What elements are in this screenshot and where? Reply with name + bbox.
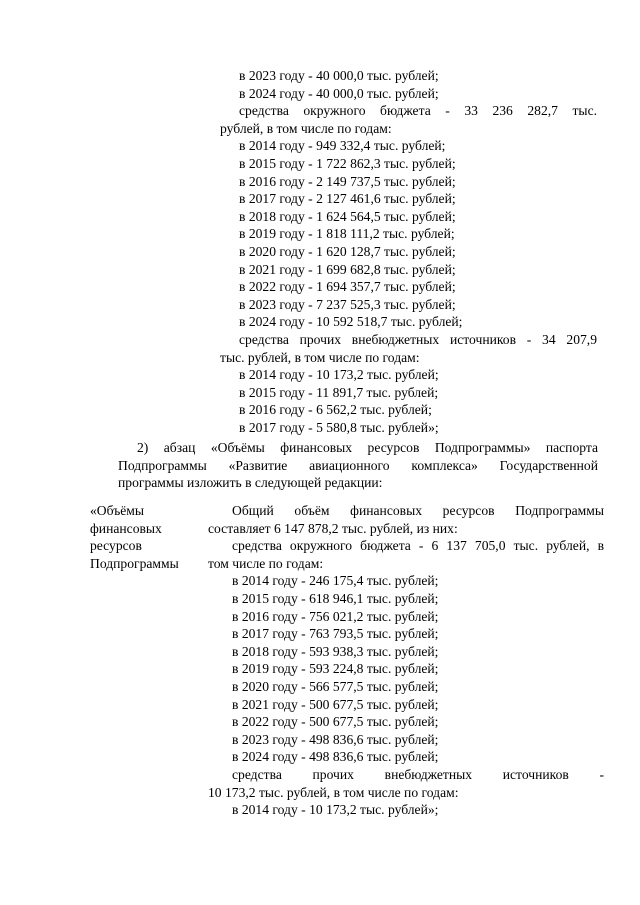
year-line: в 2019 году - 1 818 111,2 тыс. рублей;: [239, 226, 455, 242]
year-line: в 2016 году - 6 562,2 тыс. рублей;: [239, 402, 432, 418]
other-intro: средства прочих внебюджетных источников -: [232, 766, 604, 782]
amendment-paragraph: [118, 439, 598, 492]
other-cont: 10 173,2 тыс. рублей, в том числе по годам:: [208, 784, 459, 800]
funding-continuation-block: [220, 67, 597, 436]
year-line: в 2016 году - 756 021,2 тыс. рублей;: [232, 608, 439, 624]
district-intro: средства окружного бюджета - 6 137 705,0 тыс. рублей, в: [232, 538, 604, 554]
passport-row-label: [90, 502, 208, 572]
district-budget-cont: рублей, в том числе по годам:: [220, 120, 392, 136]
label-line: ресурсов: [90, 538, 142, 554]
year-line: в 2017 году - 5 580,8 тыс. рублей»;: [239, 419, 439, 435]
year-line: в 2023 году - 40 000,0 тыс. рублей;: [239, 68, 439, 83]
total-cont: составляет 6 147 878,2 тыс. рублей, из них:: [208, 520, 458, 536]
year-line: в 2016 году - 2 149 737,5 тыс. рублей;: [239, 173, 456, 189]
year-line: в 2015 году - 618 946,1 тыс. рублей;: [232, 590, 439, 606]
paragraph-line: 2) абзац «Объёмы финансовых ресурсов Подпрограммы» паспорта: [137, 440, 598, 455]
year-line: в 2022 году - 1 694 357,7 тыс. рублей;: [239, 279, 456, 295]
year-line: в 2017 году - 763 793,5 тыс. рублей;: [232, 626, 439, 642]
year-line: в 2024 году - 40 000,0 тыс. рублей;: [239, 85, 439, 101]
year-line: в 2014 году - 246 175,4 тыс. рублей;: [232, 573, 439, 589]
year-line: в 2022 году - 500 677,5 тыс. рублей;: [232, 714, 439, 730]
year-line: в 2021 году - 1 699 682,8 тыс. рублей;: [239, 261, 456, 277]
year-line: в 2014 году - 10 173,2 тыс. рублей;: [239, 367, 439, 383]
year-line: в 2020 году - 1 620 128,7 тыс. рублей;: [239, 243, 456, 259]
year-line: в 2015 году - 1 722 862,3 тыс. рублей;: [239, 155, 456, 171]
year-line: в 2023 году - 7 237 525,3 тыс. рублей;: [239, 296, 456, 312]
year-line: в 2021 году - 500 677,5 тыс. рублей;: [232, 696, 439, 712]
year-line: в 2023 году - 498 836,6 тыс. рублей;: [232, 731, 439, 747]
year-line: в 2024 году - 10 592 518,7 тыс. рублей;: [239, 314, 463, 330]
year-line: в 2024 году - 498 836,6 тыс. рублей;: [232, 749, 439, 765]
year-line: в 2015 году - 11 891,7 тыс. рублей;: [239, 384, 439, 400]
year-line: в 2018 году - 1 624 564,5 тыс. рублей;: [239, 208, 456, 224]
other-sources-intro: средства прочих внебюджетных источников - 34 207,9: [239, 331, 597, 347]
year-line: в 2019 году - 593 224,8 тыс. рублей;: [232, 661, 439, 677]
label-line: «Объёмы: [90, 503, 144, 518]
passport-row-content: [208, 502, 604, 819]
year-line: в 2020 году - 566 577,5 тыс. рублей;: [232, 678, 439, 694]
year-line: в 2014 году - 949 332,4 тыс. рублей;: [239, 138, 446, 154]
label-line: финансовых: [90, 520, 162, 536]
district-cont: том числе по годам:: [208, 555, 324, 571]
paragraph-line: программы изложить в следующей редакции:: [118, 475, 383, 491]
other-sources-cont: тыс. рублей, в том числе по годам:: [220, 349, 420, 365]
district-budget-intro: средства окружного бюджета - 33 236 282,7 тыс.: [239, 103, 597, 119]
label-line: Подпрограммы: [90, 555, 179, 571]
paragraph-line: Подпрограммы «Развитие авиационного комплекса» Государственной: [118, 457, 598, 473]
year-line: в 2014 году - 10 173,2 тыс. рублей»;: [232, 802, 439, 818]
year-line: в 2017 году - 2 127 461,6 тыс. рублей;: [239, 191, 456, 207]
total-intro: Общий объём финансовых ресурсов Подпрограммы: [232, 503, 604, 518]
year-line: в 2018 году - 593 938,3 тыс. рублей;: [232, 643, 439, 659]
